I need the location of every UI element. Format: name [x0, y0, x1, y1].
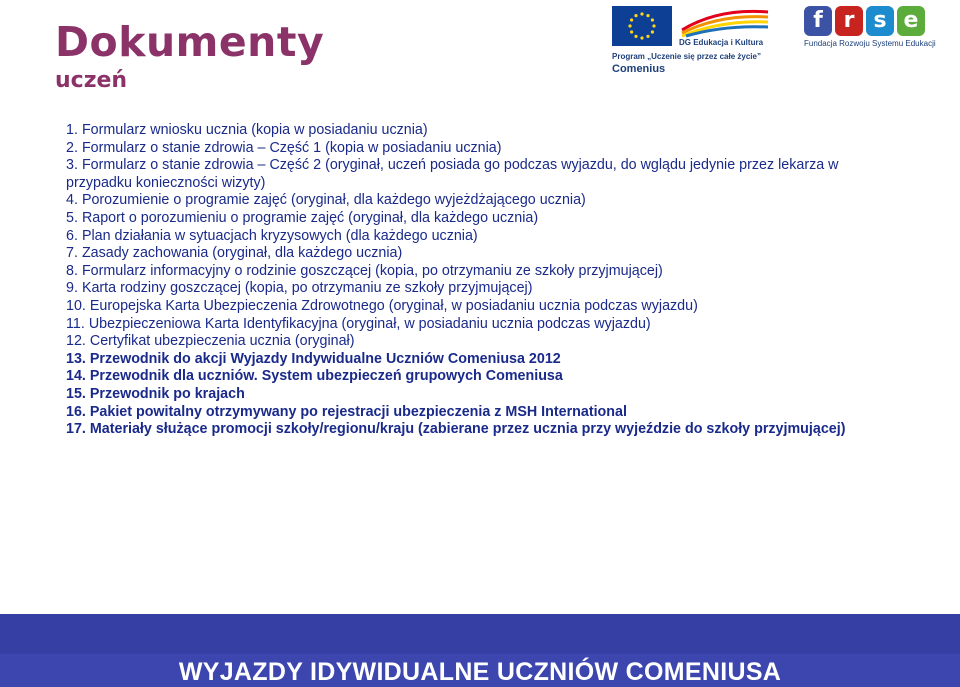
- page-title: Dokumenty: [55, 18, 325, 66]
- document-name: Formularz wniosku ucznia: [81, 122, 248, 138]
- document-number: 7.: [66, 245, 78, 262]
- document-number: 10.: [66, 297, 86, 314]
- document-item: [66, 157, 886, 192]
- document-number: 4.: [66, 192, 78, 209]
- frse-letter: f: [804, 6, 832, 36]
- document-note: (kopia, po otrzymaniu ze szkoły przyjmującej): [240, 280, 533, 297]
- document-note: (kopia w posiadaniu ucznia): [247, 122, 428, 138]
- document-item: [66, 140, 886, 158]
- document-item: [66, 280, 886, 298]
- footer-title: WYJAZDY IDYWIDUALNE UCZNIÓW COMENIUSA: [178, 658, 782, 686]
- document-name: Formularz o stanie zdrowia – Część 2: [81, 157, 322, 174]
- document-note: (oryginał, uczeń posiada go podczas wyjazdu, do wglądu jedynie przez lekarza w przypadku konieczności wizyty): [66, 157, 839, 191]
- document-name: Przewodnik do akcji Wyjazdy Indywidualne Uczniów Comeniusa 2012: [89, 350, 561, 367]
- document-item: [66, 351, 886, 369]
- document-item: [66, 192, 886, 210]
- document-item: [66, 298, 886, 316]
- document-name: Pakiet powitalny otrzymywany po rejestracji ubezpieczenia z MSH International: [89, 403, 627, 420]
- footer-band: [0, 614, 960, 654]
- frse-letter: r: [835, 6, 863, 36]
- document-number: 16.: [66, 403, 86, 420]
- document-number: 6.: [66, 227, 78, 244]
- document-number: 11.: [66, 315, 85, 332]
- document-name: Ubezpieczeniowa Karta Identyfikacyjna: [88, 315, 338, 332]
- document-name: Europejska Karta Ubezpieczenia Zdrowotnego: [89, 297, 385, 314]
- eu-comenius-caption: Comenius: [612, 63, 666, 75]
- page-subtitle: uczeń: [55, 68, 128, 93]
- document-name: Karta rodziny goszczącej: [81, 280, 241, 297]
- document-number: 14.: [66, 368, 86, 385]
- document-item: [66, 404, 886, 422]
- document-number: 13.: [66, 350, 86, 367]
- document-number: 9.: [66, 280, 78, 297]
- footer-banner: [0, 614, 960, 687]
- document-number: 15.: [66, 385, 86, 402]
- frse-logo: [804, 6, 934, 50]
- document-name: Certyfikat ubezpieczenia ucznia: [89, 333, 291, 350]
- documents-list: [66, 122, 886, 439]
- document-item: [66, 316, 886, 334]
- document-name: Raport o porozumieniu o programie zajęć: [81, 209, 345, 226]
- document-note: (kopia, po otrzymaniu ze szkoły przyjmującej): [371, 262, 663, 279]
- document-number: 12.: [66, 333, 86, 350]
- document-item: [66, 210, 886, 228]
- eu-programme-logo: [612, 6, 772, 78]
- document-note: (oryginał): [290, 333, 355, 350]
- frse-letters: [804, 6, 934, 36]
- document-note: (oryginał, dla każdego ucznia): [344, 209, 539, 226]
- document-name: Plan działania w sytuacjach kryzysowych: [81, 227, 342, 244]
- document-name: Formularz informacyjny o rodzinie goszczącej: [81, 262, 372, 279]
- document-item: [66, 228, 886, 246]
- document-item: [66, 386, 886, 404]
- document-note: (kopia w posiadaniu ucznia): [321, 139, 502, 156]
- document-name: Zasady zachowania: [81, 245, 209, 262]
- document-name: Przewodnik po krajach: [89, 385, 245, 402]
- document-note: (oryginał, dla każdego wyjeżdżającego ucznia): [286, 192, 586, 209]
- document-number: 1.: [66, 122, 78, 138]
- document-note: (dla każdego ucznia): [341, 227, 478, 244]
- document-item: [66, 263, 886, 281]
- document-number: 5.: [66, 209, 78, 226]
- document-item: [66, 368, 886, 386]
- frse-caption: Fundacja Rozwoju Systemu Edukacji: [804, 39, 936, 48]
- document-note: (oryginał, dla każdego ucznia): [208, 245, 403, 262]
- frse-letter: s: [866, 6, 894, 36]
- document-item: [66, 333, 886, 351]
- document-number: 3.: [66, 157, 78, 174]
- document-name: Formularz o stanie zdrowia – Część 1: [81, 139, 322, 156]
- eu-program-caption: Program „Uczenie się przez całe życie”: [612, 52, 761, 61]
- document-name: Porozumienie o programie zajęć: [81, 192, 287, 209]
- lifelong-learning-swoosh-icon: [678, 6, 772, 38]
- document-number: 8.: [66, 262, 78, 279]
- document-note: (oryginał, w posiadaniu ucznia podczas wyjazdu): [384, 297, 698, 314]
- document-number: 17.: [66, 421, 86, 438]
- document-name: Materiały służące promocji szkoły/regionu/kraju (zabierane przez ucznia przy wyjeździe do szkoły przyjmującej): [89, 421, 846, 438]
- document-name: Przewodnik dla uczniów. System ubezpieczeń grupowych Comeniusa: [89, 368, 563, 385]
- document-number: 2.: [66, 139, 78, 156]
- eu-flag-icon: [612, 6, 672, 46]
- frse-letter: e: [897, 6, 925, 36]
- document-note: (oryginał, w posiadaniu ucznia podczas wyjazdu): [337, 315, 651, 332]
- document-item: [66, 245, 886, 263]
- eu-dg-caption: DG Edukacja i Kultura: [679, 38, 764, 47]
- document-item: [66, 421, 886, 439]
- document-item: [66, 122, 886, 140]
